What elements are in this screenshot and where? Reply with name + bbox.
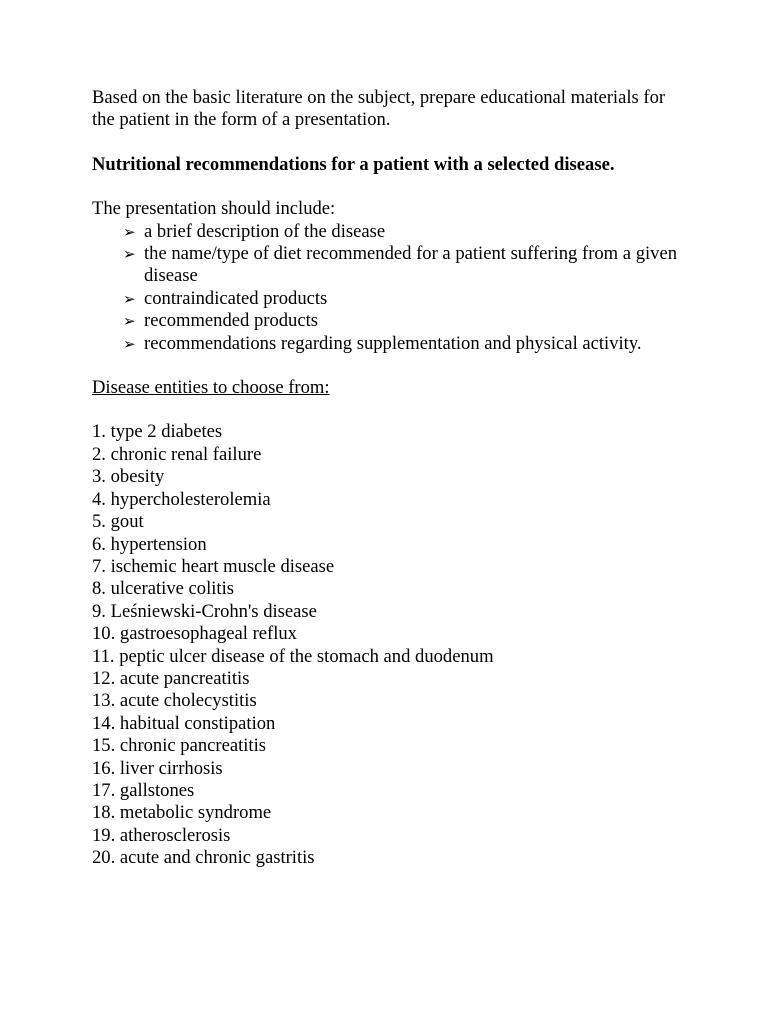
disease-item: 8. ulcerative colitis bbox=[92, 578, 234, 600]
arrow-bullet-icon: ➢ bbox=[123, 334, 136, 353]
list-item-text: contraindicated products bbox=[144, 287, 328, 309]
disease-item: 15. chronic pancreatitis bbox=[92, 735, 266, 757]
disease-item: 5. gout bbox=[92, 511, 144, 533]
list-item bbox=[123, 221, 692, 243]
spacer bbox=[92, 132, 692, 154]
list-item bbox=[123, 333, 692, 355]
disease-item: 6. hypertension bbox=[92, 533, 207, 555]
disease-item: 12. acute pancreatitis bbox=[92, 667, 250, 689]
disease-item: 9. Leśniewski-Crohn's disease bbox=[92, 600, 317, 622]
list-item bbox=[123, 288, 692, 310]
list-item-text: recommended products bbox=[144, 310, 318, 332]
disease-item: 1. type 2 diabetes bbox=[92, 421, 223, 443]
disease-item: 7. ischemic heart muscle disease bbox=[92, 555, 335, 577]
disease-item: 10. gastroesophageal reflux bbox=[92, 623, 297, 645]
arrow-bullet-icon: ➢ bbox=[123, 312, 136, 331]
disease-item: 20. acute and chronic gastritis bbox=[92, 847, 315, 869]
disease-list bbox=[92, 421, 692, 869]
list-item bbox=[123, 243, 692, 288]
disease-item: 17. gallstones bbox=[92, 779, 195, 801]
diseases-heading: Disease entities to choose from: bbox=[92, 377, 330, 399]
disease-item: 2. chronic renal failure bbox=[92, 443, 262, 465]
intro-paragraph: Based on the basic literature on the subject, prepare educational materials for the patient in the form of a presentation. bbox=[92, 87, 666, 131]
arrow-bullet-icon: ➢ bbox=[123, 289, 136, 308]
include-heading: The presentation should include: bbox=[92, 198, 336, 220]
spacer bbox=[92, 176, 692, 198]
document-title: Nutritional recommendations for a patient with a selected disease. bbox=[92, 153, 615, 175]
disease-item: 13. acute cholecystitis bbox=[92, 690, 257, 712]
disease-item: 11. peptic ulcer disease of the stomach and duodenum bbox=[92, 645, 494, 667]
spacer bbox=[92, 355, 692, 377]
arrow-bullet-icon: ➢ bbox=[123, 245, 136, 264]
list-item-text: recommendations regarding supplementation and physical activity. bbox=[144, 332, 642, 354]
requirements-list bbox=[92, 221, 692, 355]
spacer bbox=[92, 399, 692, 421]
disease-item: 16. liver cirrhosis bbox=[92, 757, 223, 779]
disease-item: 19. atherosclerosis bbox=[92, 824, 231, 846]
disease-item: 3. obesity bbox=[92, 466, 165, 488]
disease-item: 4. hypercholesterolemia bbox=[92, 488, 271, 510]
document-page bbox=[92, 87, 692, 870]
arrow-bullet-icon: ➢ bbox=[123, 222, 136, 241]
disease-item: 14. habitual constipation bbox=[92, 712, 276, 734]
disease-item: 18. metabolic syndrome bbox=[92, 802, 272, 824]
list-item-text: the name/type of diet recommended for a patient suffering from a given disease bbox=[144, 243, 677, 287]
list-item bbox=[123, 310, 692, 332]
list-item-text: a brief description of the disease bbox=[144, 220, 386, 242]
